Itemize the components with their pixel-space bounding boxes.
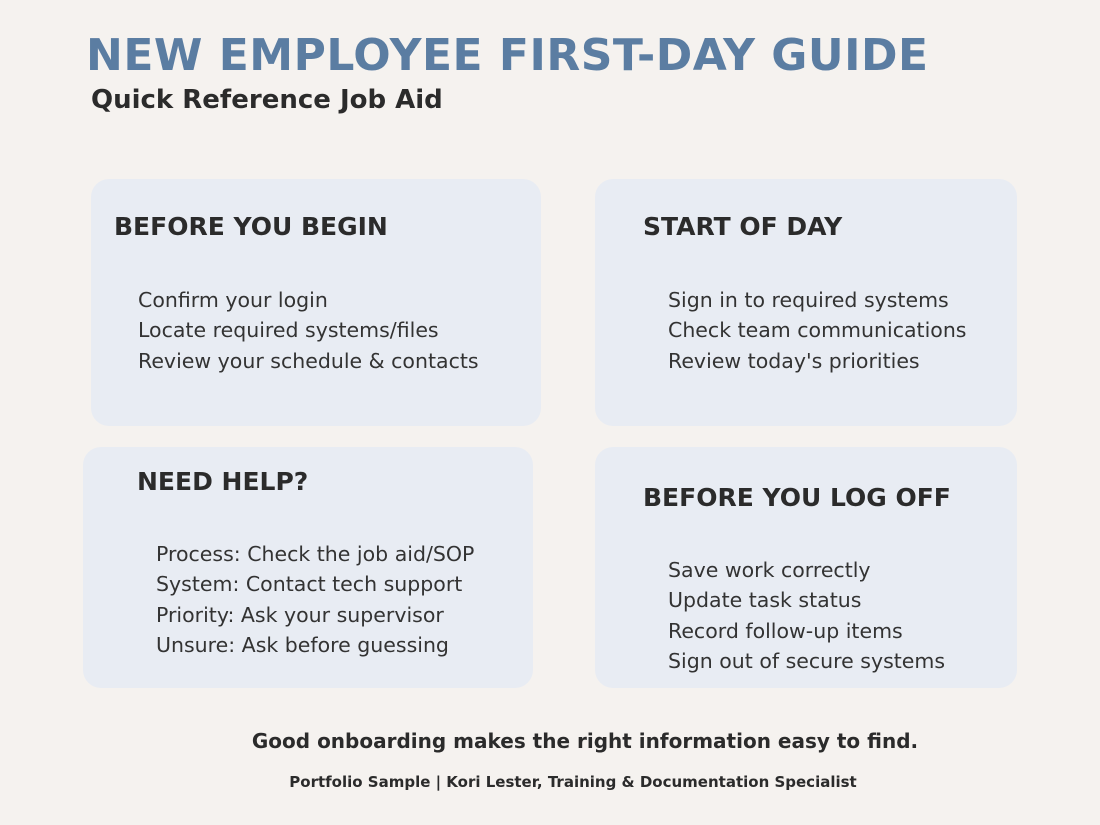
list-item: Priority: Ask your supervisor: [156, 602, 444, 627]
list-item: Process: Check the job aid/SOP: [156, 542, 475, 566]
list-item: Sign out of secure systems: [668, 648, 946, 673]
list-item: Check team communications: [668, 318, 967, 343]
card-before-you-log-off: [595, 447, 1017, 688]
card-start-of-day: [595, 179, 1017, 426]
footer-credit: Portfolio Sample | Kori Lester, Training & Documentation Specialist: [289, 773, 857, 791]
card-list: [156, 539, 474, 660]
page-subtitle: Quick Reference Job Aid: [91, 85, 443, 115]
list-item: Locate required systems/files: [138, 318, 439, 343]
card-list: [668, 285, 967, 376]
list-item: Save work correctly: [668, 558, 871, 582]
list-item: Update task status: [668, 588, 862, 613]
card-heading: BEFORE YOU LOG OFF: [643, 483, 951, 512]
card-need-help: [83, 447, 533, 688]
page-title: NEW EMPLOYEE FIRST-DAY GUIDE: [86, 30, 929, 81]
list-item: Record follow-up items: [668, 618, 903, 643]
list-item: Sign in to required systems: [668, 288, 949, 312]
tagline: Good onboarding makes the right information easy to find.: [251, 729, 919, 753]
list-item: Review your schedule & contacts: [138, 348, 479, 373]
card-heading: START OF DAY: [643, 212, 843, 241]
list-item: Review today's priorities: [668, 348, 920, 373]
list-item: Confirm your login: [138, 288, 328, 312]
card-list: [668, 555, 945, 676]
card-list: [138, 285, 479, 376]
card-before-you-begin: [91, 179, 541, 426]
card-heading: NEED HELP?: [137, 467, 309, 496]
list-item: System: Contact tech support: [156, 572, 463, 597]
list-item: Unsure: Ask before guessing: [156, 632, 449, 657]
card-heading: BEFORE YOU BEGIN: [114, 212, 388, 241]
